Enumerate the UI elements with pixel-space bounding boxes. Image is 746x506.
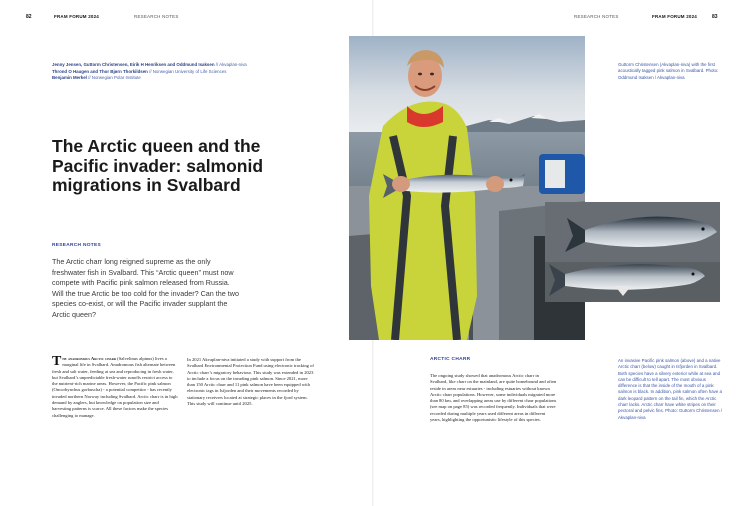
opening-smallcaps: he anadromous Arctic charr — [62, 356, 117, 361]
column-1-text: (Salvelinus alpinus) lives a marginal life in Svalbard. Anadromous fish alternate between fresh and salt water, feeding at sea and reproducing in fresh water, but Svalbard’s unpredictable fresh-water runoffs restrict access to the nutrient-rich marine areas. However, the Pacific pink salmon (Oncorhynchus gorbuscha) - a potential competitor - has recently invaded northern Norway including Svalbard. Arctic charr is in high demand by anglers, but knowledge on population size and harvesting patterns is scarce. All these factors make the species challenging to manage. — [52, 356, 178, 418]
body-column-1 — [52, 356, 179, 419]
caption-bottom: An invasive Pacific pink salmon (above) and a native Arctic charr (below) caught in Isfjorden in Svalbard. Both species have a silvery exterior while at sea and can be difficult to tell apart. The most obvious difference is that the inside of the mouth of a pink salmon is black. In addition, pink salmon often have a dark leopard pattern on the tail fin, which the Arctic charr lacks. Arctic charr have white stripes on their pectoral and pelvic fins. Photo: Guttorm Christensen / Akvaplan-niva — [618, 358, 722, 420]
left-section-name: RESEARCH NOTES — [134, 14, 179, 19]
right-page-number: 83 — [712, 14, 718, 20]
article-title: The Arctic queen and the Pacific invader: salmonid migrations in Svalbard — [52, 136, 264, 195]
right-section-name: RESEARCH NOTES — [574, 14, 619, 19]
drop-cap: T — [52, 354, 62, 369]
lead-paragraph: The Arctic charr long reigned supreme as the only freshwater fish in Svalbard. This “Arctic queen” must now compete with Pacific pink salmon released from Russia. Will the true Arctic be too cold for the invader? Can the two species co-exist, or will the Pacific invader supplant the Arctic queen? — [52, 257, 239, 319]
caption-top: Guttorm Christensen (Akvaplan-niva) with the first acoustically tagged pink salmon in Svalbard. Photo: Oddmund Isaksen / Akvaplan-niva — [618, 62, 719, 80]
author-list — [52, 62, 312, 82]
body-column-2: In 2021 Akvaplan-niva initiated a study with support from the Svalbard Environmental Protection Fund using electronic tracking of Arctic charr’s migratory behaviour. This study was extended in 2023 to include a focus on the invading pink salmon. Since 2021, more than 150 Arctic charr and 11 pink salmon have been equipped with electronic tags in Isfjorden and their movements recorded by stationary receivers located at strategic places in the fjord system. This study will continue until 2025. — [187, 357, 314, 407]
body-column-3: The ongoing study showed that anadromous Arctic charr in Svalbard, like charr on the mainland, are quite homebound and often reside in areas near estuaries - including estuaries without known Arctic charr populations. However, some individuals migrated more than 80 km, and overlapping areas use by different charr populations (see map on page 85) was recorded frequently. Individuals that were recorded during multiple years used different areas in different years, highlighting the opportunistic lifestyle of this species. — [430, 373, 557, 423]
author-line: Benjamin Merkel // Norwegian Polar Institute — [52, 75, 141, 81]
author-line: Jenny Jensen, Guttorm Christensen, Eirik H Henriksen and Oddmund Isaksen // Akvaplan-niva — [52, 62, 247, 67]
section-label: RESEARCH NOTES — [52, 243, 101, 248]
photo-pink-salmon-and-arctic-charr — [545, 202, 720, 302]
left-publication-name: FRAM FORUM 2024 — [54, 14, 100, 19]
column-heading: ARCTIC CHARR — [430, 357, 471, 362]
author-line: Thrond O Haugen and Thor Bjørn Thorkildsen // Norwegian University of Life Sciences — [52, 68, 227, 74]
right-publication-name: FRAM FORUM 2024 — [652, 14, 698, 19]
left-page-number: 82 — [26, 14, 32, 20]
